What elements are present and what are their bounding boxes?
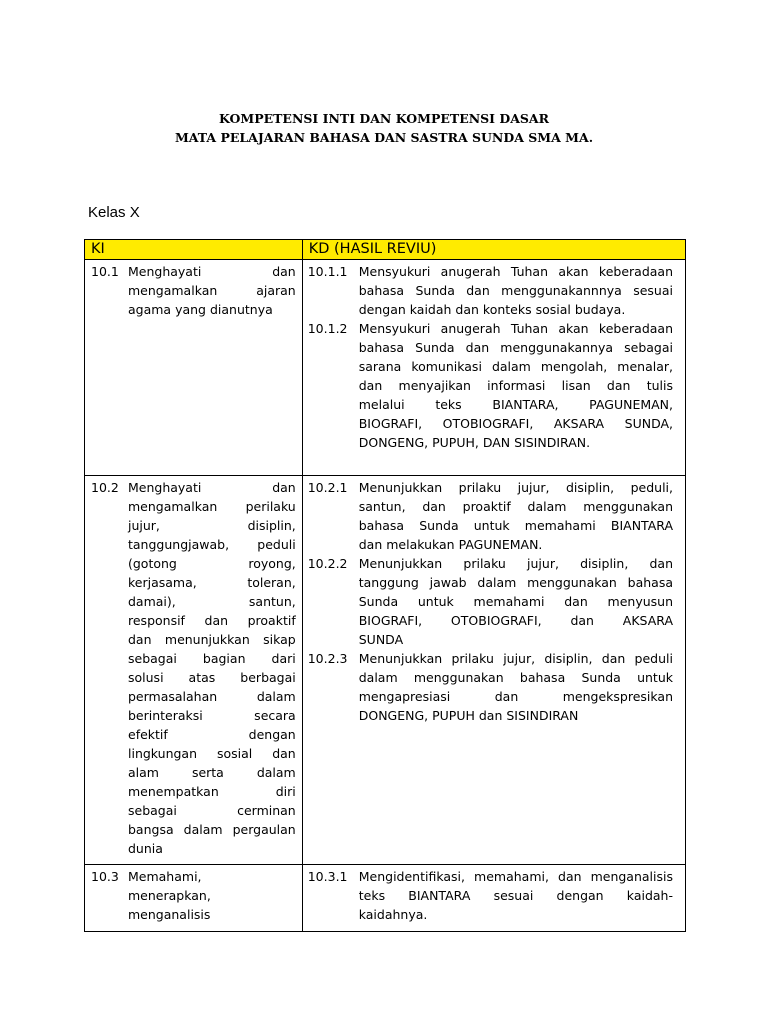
kd-cell: [302, 260, 685, 476]
text-line: sarana komunikasi dalam mengolah, menalar,: [358, 359, 673, 374]
text-line: DONGENG, PUPUH dan SISINDIRAN: [358, 708, 579, 723]
text-line: dunia: [128, 841, 163, 856]
text-line: dan menunjukkan sikap: [128, 632, 296, 647]
kd-cell: [302, 476, 685, 865]
ki-entry-number: 10.1: [91, 264, 119, 279]
ki-entry: [85, 865, 302, 924]
kd-entry: [303, 319, 685, 452]
table-header-row: [85, 240, 686, 260]
text-line: bahasa Sunda untuk memahami BIANTARA: [358, 518, 673, 533]
text-line: mengamalkan ajaran: [128, 283, 296, 298]
text-line: teks BIANTARA sesuai dengan kaidah-: [358, 888, 673, 903]
text-line: dan menyajikan informasi lisan dan tulis: [358, 378, 673, 393]
kd-entry-text: [359, 262, 679, 319]
kd-cell: [302, 865, 685, 932]
text-line: Mengidentifikasi, memahami, dan menganalisis: [358, 869, 673, 884]
text-line: mengapresiasi dan mengekspresikan: [358, 689, 673, 704]
text-line: bahasa Sunda dan menggunakannnya sesuai: [358, 283, 673, 298]
ki-entry-text: [128, 478, 302, 858]
text-line: Menunjukkan prilaku jujur, disiplin, dan peduli: [358, 651, 673, 666]
text-line: (gotong royong,: [128, 556, 296, 571]
kd-entry: [303, 865, 685, 924]
kd-entry-text: [359, 649, 679, 725]
header-ki: KI: [85, 240, 303, 260]
kd-entry-text: [359, 319, 679, 452]
ki-cell: [85, 260, 303, 476]
text-line: Sunda untuk memahami dan menyusun: [358, 594, 673, 609]
kd-entry-number: 10.3.1: [307, 869, 348, 884]
text-line: BIOGRAFI, OTOBIOGRAFI, dan AKSARA: [358, 613, 673, 628]
text-line: alam serta dalam: [128, 765, 296, 780]
text-line: sebagai cerminan: [128, 803, 296, 818]
text-line: Menghayati dan: [128, 480, 296, 495]
kd-entry-number: 10.1.1: [307, 264, 348, 279]
kd-entry-text: [359, 554, 679, 649]
text-line: Memahami,: [128, 869, 202, 884]
text-line: kaidahnya.: [358, 907, 428, 922]
table-row: [85, 476, 686, 865]
ki-entry-text: [128, 262, 302, 319]
ki-cell: [85, 865, 303, 932]
ki-cell: [85, 476, 303, 865]
text-line: Mensyukuri anugerah Tuhan akan keberadaan: [358, 321, 673, 336]
text-line: Menghayati dan: [128, 264, 296, 279]
text-line: bangsa dalam pergaulan: [128, 822, 296, 837]
text-line: Menunjukkan prilaku jujur, disiplin, dan: [358, 556, 673, 571]
kd-entry: [303, 649, 685, 725]
text-line: menempatkan diri: [128, 784, 296, 799]
kd-entry-number: 10.2.1: [307, 480, 348, 495]
text-line: solusi atas berbagai: [128, 670, 296, 685]
text-line: kerjasama, toleran,: [128, 575, 296, 590]
text-line: DONGENG, PUPUH, DAN SISINDIRAN.: [358, 435, 591, 450]
text-line: dan melakukan PAGUNEMAN.: [358, 537, 543, 552]
text-line: lingkungan sosial dan: [128, 746, 296, 761]
text-line: tanggung jawab dalam menggunakan bahasa: [358, 575, 673, 590]
text-line: agama yang dianutnya: [128, 302, 273, 317]
text-line: menganalisis: [128, 907, 211, 922]
text-line: berinteraksi secara: [128, 708, 296, 723]
kd-entry: [303, 554, 685, 649]
kd-entry: [303, 476, 685, 554]
text-line: SUNDA: [358, 632, 404, 647]
kd-entry-number: 10.2.2: [307, 556, 348, 571]
text-line: permasalahan dalam: [128, 689, 296, 704]
text-line: damai), santun,: [128, 594, 296, 609]
text-line: sebagai bagian dari: [128, 651, 296, 666]
header-kd: KD (HASIL REVIU): [302, 240, 685, 260]
text-line: dengan kaidah dan konteks sosial budaya.: [358, 302, 626, 317]
text-line: Menunjukkan prilaku jujur, disiplin, peduli,: [358, 480, 673, 495]
table-row: [85, 260, 686, 476]
text-line: efektif dengan: [128, 727, 296, 742]
text-line: Mensyukuri anugerah Tuhan akan keberadaan: [358, 264, 673, 279]
text-line: tanggungjawab, peduli: [128, 537, 296, 552]
table-row: [85, 865, 686, 932]
text-line: melalui teks BIANTARA, PAGUNEMAN,: [358, 397, 673, 412]
text-line: menerapkan,: [128, 888, 211, 903]
kd-entry: [303, 260, 685, 319]
text-line: bahasa Sunda dan menggunakannya sebagai: [358, 340, 673, 355]
kd-entry-text: [359, 867, 679, 924]
document-title-line-1: KOMPETENSI INTI DAN KOMPETENSI DASAR: [218, 111, 550, 126]
text-line: BIOGRAFI, OTOBIOGRAFI, AKSARA SUNDA,: [358, 416, 673, 431]
ki-entry: [85, 476, 302, 858]
text-line: jujur, disiplin,: [128, 518, 296, 533]
competency-table: [84, 239, 686, 932]
text-line: responsif dan proaktif: [128, 613, 296, 628]
document-title-line-2: MATA PELAJARAN BAHASA DAN SASTRA SUNDA SMA MA.: [174, 130, 594, 145]
kd-entry-text: [359, 478, 679, 554]
ki-entry-number: 10.3: [91, 869, 119, 884]
text-line: dalam menggunakan bahasa Sunda untuk: [358, 670, 673, 685]
kd-entry-number: 10.1.2: [307, 321, 348, 336]
ki-entry-number: 10.2: [91, 480, 119, 495]
text-line: santun, dan proaktif dalam menggunakan: [358, 499, 673, 514]
class-label: Kelas X: [88, 204, 140, 221]
ki-entry: [85, 260, 302, 319]
ki-entry-text: [128, 867, 302, 924]
kd-entry-number: 10.2.3: [307, 651, 348, 666]
text-line: mengamalkan perilaku: [128, 499, 296, 514]
